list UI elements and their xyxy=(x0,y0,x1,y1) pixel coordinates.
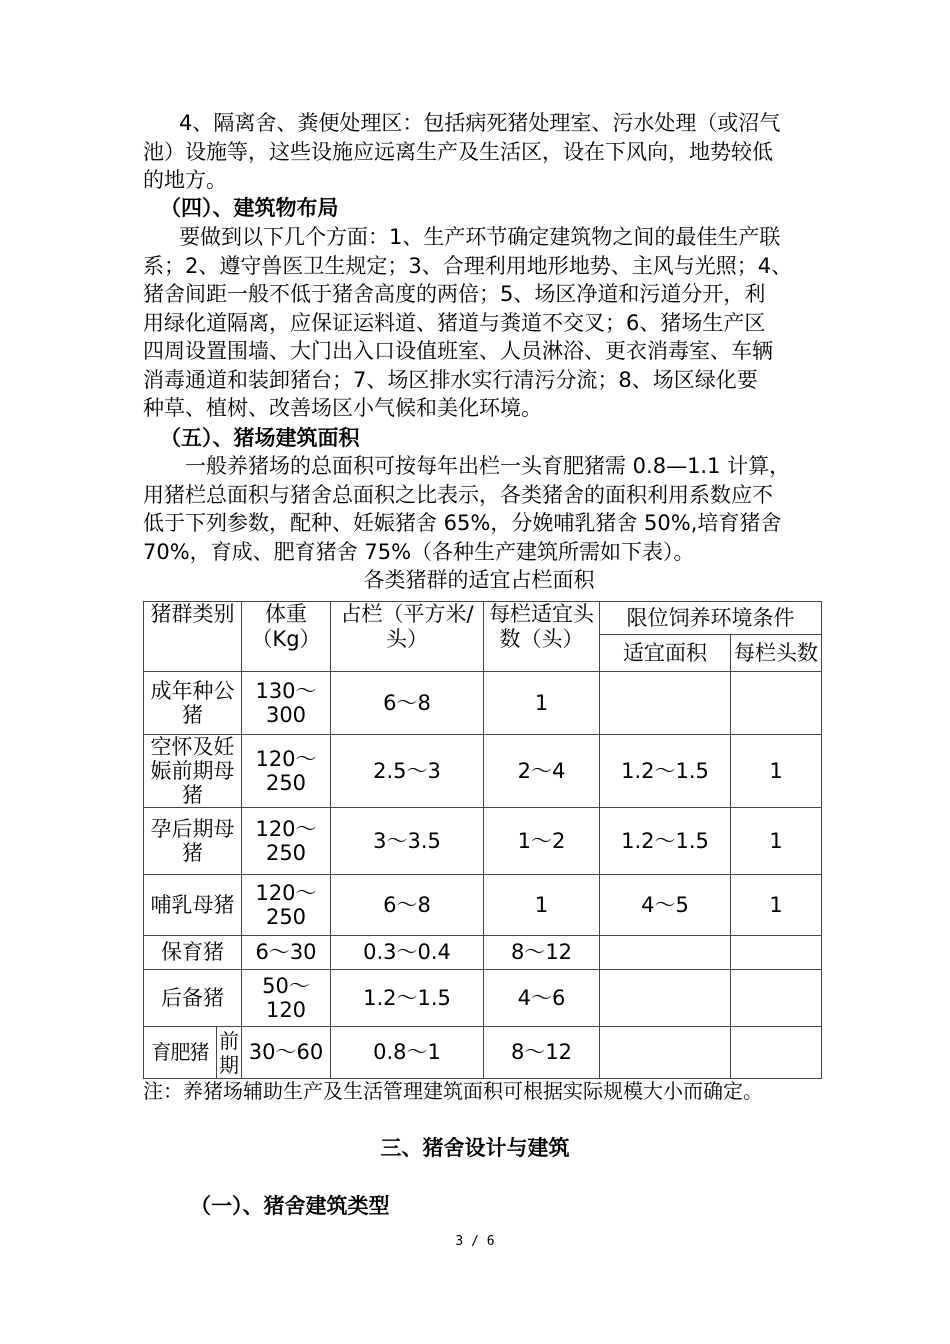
para3-line: 低于下列参数，配种、妊娠猪舍 65%，分娩哺乳猪舍 50%,培育猪舍 xyxy=(143,511,782,535)
cell-weight: 50～ 120 xyxy=(242,970,331,1027)
cell-limit-area xyxy=(600,1027,731,1079)
table-row xyxy=(144,808,822,875)
cell-limit-count xyxy=(731,672,822,735)
para2-line: 四周设置围墙、大门出入口设值班室、人员淋浴、更衣消毒室、车辆 xyxy=(143,339,773,363)
table-row xyxy=(144,1027,822,1079)
paragraph-farm-area xyxy=(143,452,815,566)
cell-weight: 120～ 250 xyxy=(242,875,331,936)
para1-line: 的地方。 xyxy=(143,168,227,192)
page-number: 3 / 6 xyxy=(455,1234,495,1249)
para2-line: 系；2、遵守兽医卫生规定；3、合理利用地形地势、主风与光照；4、 xyxy=(143,253,793,278)
cell-count: 1 xyxy=(484,875,600,936)
para1-line: 4、隔离舍、粪便处理区：包括病死猪处理室、污水处理（或沼气 xyxy=(179,111,781,135)
heading-farm-area: （五）、猪场建筑面积 xyxy=(160,426,360,450)
cell-weight: 120～ 250 xyxy=(242,808,331,875)
cell-type: 育肥猪 xyxy=(144,1027,217,1079)
cell-area: 0.8～1 xyxy=(331,1027,484,1079)
header-pen-area: 占栏（平方米/ 头） xyxy=(331,602,484,672)
cell-limit-area: 1.2～1.5 xyxy=(600,808,731,875)
cell-limit-count: 1 xyxy=(731,735,822,808)
cell-limit-count xyxy=(731,936,822,970)
paragraph-building-layout xyxy=(143,223,815,423)
cell-weight: 30～60 xyxy=(242,1027,331,1079)
cell-limit-area xyxy=(600,970,731,1027)
table-caption: 各类猪群的适宜占栏面积 xyxy=(363,568,595,592)
para3-line: 一般养猪场的总面积可按每年出栏一头育肥猪需 0.8—1.1 计算， xyxy=(185,454,791,478)
table-row xyxy=(144,735,822,808)
table-row xyxy=(144,970,822,1027)
cell-count: 8～12 xyxy=(484,1027,600,1079)
cell-area: 0.3～0.4 xyxy=(331,936,484,970)
cell-limit-area xyxy=(600,936,731,970)
cell-limit-area: 4～5 xyxy=(600,875,731,936)
header-restricted-feeding: 限位饲养环境条件 xyxy=(600,602,822,635)
cell-area: 6～8 xyxy=(331,672,484,735)
para2-line: 要做到以下几个方面：1、生产环节确定建筑物之间的最佳生产联 xyxy=(179,225,781,249)
header-weight: 体重 （Kg） xyxy=(242,602,331,672)
para1-line: 池）设施等，这些设施应远离生产及生活区，设在下风向，地势较低 xyxy=(143,139,773,164)
pen-area-table xyxy=(143,601,822,1079)
header-suitable-area: 适宜面积 xyxy=(600,635,731,672)
section-heading-pig-house-design: 三、猪舍设计与建筑 xyxy=(380,1136,570,1160)
cell-area: 3～3.5 xyxy=(331,808,484,875)
paragraph-isolation-area xyxy=(143,109,815,195)
cell-limit-count xyxy=(731,970,822,1027)
cell-weight: 120～ 250 xyxy=(242,735,331,808)
cell-type: 孕后期母 猪 xyxy=(144,808,242,875)
cell-limit-area: 1.2～1.5 xyxy=(600,735,731,808)
cell-type: 后备猪 xyxy=(144,970,242,1027)
para2-line: 用绿化道隔离，应保证运料道、猪道与粪道不交叉；6、猪场生产区 xyxy=(143,310,766,335)
para2-line: 猪舍间距一般不低于猪舍高度的两倍；5、场区净道和污道分开，利 xyxy=(143,282,766,306)
table-row xyxy=(144,875,822,936)
cell-area: 6～8 xyxy=(331,875,484,936)
cell-limit-count xyxy=(731,1027,822,1079)
heading-building-types: （一）、猪舍建筑类型 xyxy=(190,1194,390,1218)
cell-type: 保育猪 xyxy=(144,936,242,970)
cell-count: 1～2 xyxy=(484,808,600,875)
para2-line: 消毒通道和装卸猪台；7、场区排水实行清污分流；8、场区绿化要 xyxy=(143,367,758,392)
cell-count: 4～6 xyxy=(484,970,600,1027)
cell-count: 2～4 xyxy=(484,735,600,808)
cell-count: 8～12 xyxy=(484,936,600,970)
cell-type: 空怀及妊 娠前期母 猪 xyxy=(144,735,242,808)
table-row xyxy=(144,672,822,735)
header-heads-per-pen: 每栏头数 xyxy=(731,635,822,672)
cell-type: 哺乳母猪 xyxy=(144,875,242,936)
cell-limit-count: 1 xyxy=(731,875,822,936)
cell-weight: 6～30 xyxy=(242,936,331,970)
para3-line: 用猪栏总面积与猪舍总面积之比表示，各类猪舍的面积利用系数应不 xyxy=(143,482,773,507)
table-header-row xyxy=(144,602,822,635)
cell-weight: 130～ 300 xyxy=(242,672,331,735)
cell-limit-count: 1 xyxy=(731,808,822,875)
cell-area: 1.2～1.5 xyxy=(331,970,484,1027)
cell-limit-area xyxy=(600,672,731,735)
cell-subtype: 前 期 xyxy=(217,1027,242,1079)
heading-building-layout: （四）、建筑物布局 xyxy=(160,196,339,220)
cell-count: 1 xyxy=(484,672,600,735)
para2-line: 种草、植树、改善场区小气候和美化环境。 xyxy=(143,396,542,420)
table-row xyxy=(144,936,822,970)
header-head-count: 每栏适宜头 数（头） xyxy=(484,602,600,672)
cell-type: 成年种公 猪 xyxy=(144,672,242,735)
table-note: 注：养猪场辅助生产及生活管理建筑面积可根据实际规模大小而确定。 xyxy=(143,1079,763,1103)
para3-line: 70%，育成、肥育猪舍 75%（各种生产建筑所需如下表）。 xyxy=(143,539,695,564)
cell-area: 2.5～3 xyxy=(331,735,484,808)
header-type: 猪群类别 xyxy=(144,602,242,672)
